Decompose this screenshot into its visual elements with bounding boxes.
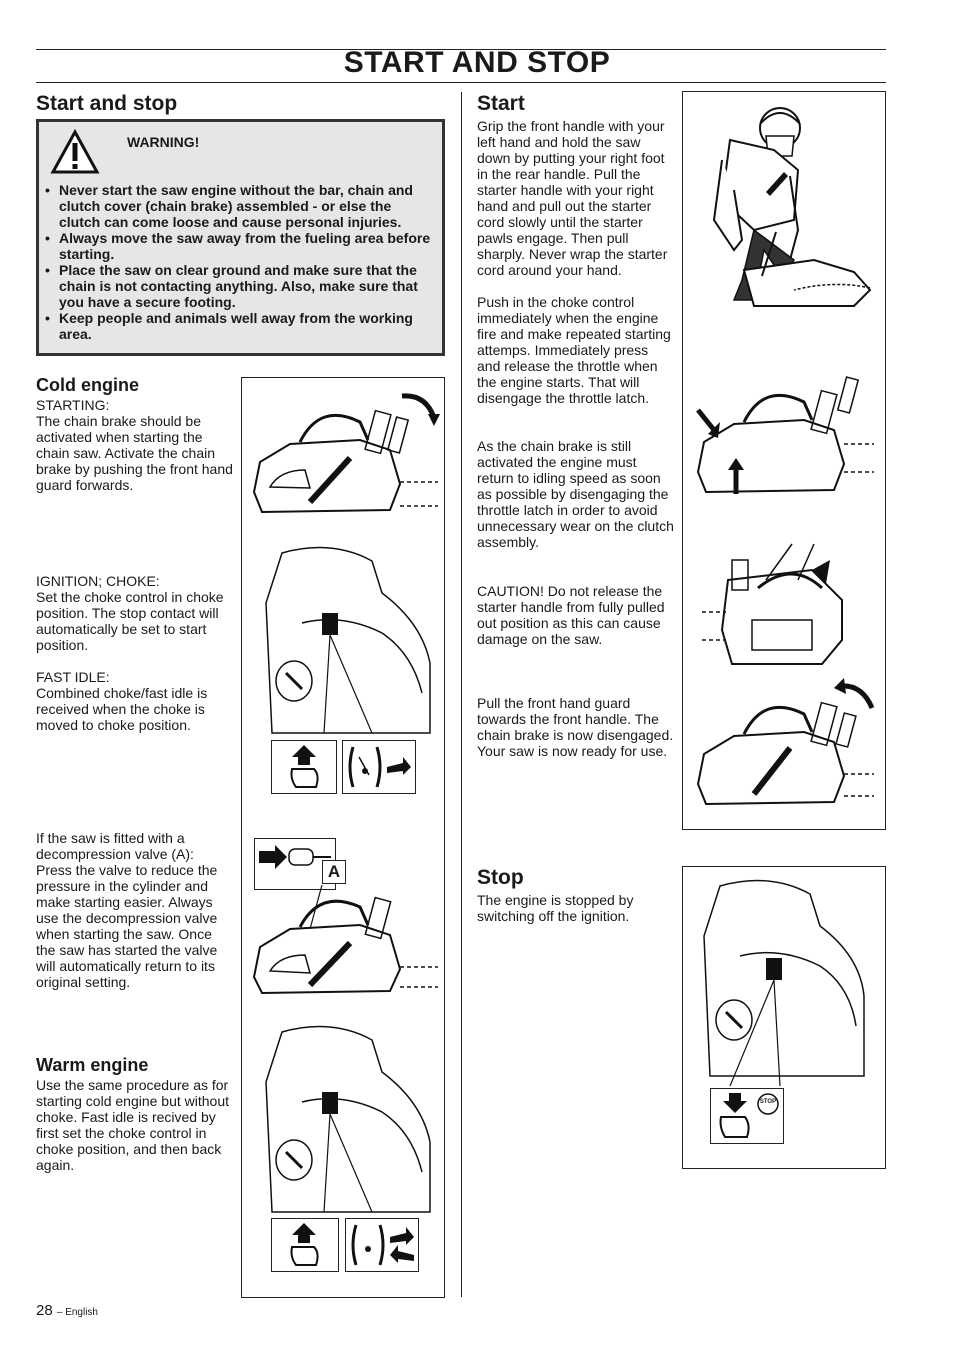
switch-arrow-icon <box>347 745 411 789</box>
stop-switch-icon-box <box>342 740 416 794</box>
warning-item: • Always move the saw away from the fueling area before starting. <box>45 230 435 262</box>
start-paragraph-1: Grip the front handle with your left hand and hold the saw down by putting your right foot in the rear handle. Pull the starter handle with your right hand and pull out the starter cord slowly until the starter pawls engage. Then pull sharply. Never wrap the starter cord around your hand. <box>477 118 668 278</box>
warm-engine-heading: Warm engine <box>36 1055 149 1075</box>
page-number: 28 <box>36 1302 53 1319</box>
warning-item: • Place the saw on clear ground and make sure that the chain is not contacting anything. Also, make sure that you have a secure footing. <box>45 262 435 310</box>
warning-list <box>45 182 435 342</box>
choke-up-arrow-icon <box>286 1223 322 1267</box>
start-paragraph-2: Push in the choke control immediately when the engine fire and make repeated starting attemps. Immediately press and release the throttle when the engine starts. That will disengage the throttle latch. <box>477 294 671 406</box>
cold-starting-text: STARTING: The chain brake should be activated when starting the chain saw. Activate the chain brake by pushing the front hand guard forwards. <box>36 397 233 493</box>
fast-idle-text: FAST IDLE: Combined choke/fast idle is received when the choke is moved to choke position. <box>36 669 208 733</box>
warm-choke-illustration <box>262 1022 432 1212</box>
cold-engine-heading: Cold engine <box>36 375 139 395</box>
chainsaw-decompression-illustration <box>250 885 440 997</box>
warning-item: • Never start the saw engine without the bar, chain and clutch cover (chain brake) assembled - or else the clutch can come loose and cause personal injuries. <box>45 182 435 230</box>
warm-switch-icon-box <box>345 1218 419 1272</box>
warning-icon <box>51 130 99 174</box>
choke-down-arrow-icon <box>715 1093 755 1139</box>
column-divider <box>461 92 462 1297</box>
header-rule-bottom <box>36 82 886 83</box>
page-title: START AND STOP <box>343 46 611 79</box>
start-paragraph-5: Pull the front hand guard towards the front handle. The chain brake is now disengaged. Your saw is now ready for use. <box>477 695 674 759</box>
footer-language: – English <box>56 1307 98 1318</box>
label-a: A <box>322 860 346 884</box>
stop-heading: Stop <box>477 866 524 889</box>
stop-icon-box <box>710 1088 784 1144</box>
warm-engine-text: Use the same procedure as for starting cold engine but without choke. Fast idle is recived by first set the choke control in choke position, and then back again. <box>36 1077 230 1173</box>
person-starting-saw-illustration <box>694 100 874 310</box>
section-heading-start-and-stop: Start and stop <box>36 92 178 115</box>
start-paragraph-3: As the chain brake is still activated the engine must return to idling speed as soon as possible by disengaging the throttle latch in order to avoid unnecessary wear on the clutch assembly. <box>477 438 674 550</box>
chainsaw-brake-illustration <box>250 392 440 520</box>
starter-pull-illustration <box>702 540 852 670</box>
start-heading: Start <box>477 92 525 115</box>
ignition-choke-text: IGNITION; CHOKE: Set the choke control in choke position. The stop contact will automatically be set to start position. <box>36 573 224 653</box>
choke-icon-box <box>271 740 337 794</box>
warning-item: • Keep people and animals well away from the working area. <box>45 310 435 342</box>
choke-control-illustration <box>262 543 432 733</box>
stop-text: The engine is stopped by switching off the ignition. <box>477 892 634 924</box>
page-footer <box>36 1302 98 1319</box>
choke-up-arrow-icon <box>286 745 322 789</box>
warning-title: WARNING! <box>127 134 200 150</box>
decompression-text: If the saw is fitted with a decompression valve (A): Press the valve to reduce the pressure in the cylinder and make starting easier. Always use the decompression valve when starting the saw. Once the saw has started the valve will automatically return to its original setting. <box>36 830 218 990</box>
stop-sign-label: STOP <box>759 1099 777 1105</box>
warm-choke-icon-box <box>271 1218 339 1272</box>
hand-guard-release-illustration <box>694 678 874 808</box>
caution-text: CAUTION! Do not release the starter handle from fully pulled out position as this can cause damage on the saw. <box>477 583 665 647</box>
warning-box <box>36 119 445 356</box>
stop-switch-illustration <box>700 876 870 1076</box>
switch-double-arrow-icon <box>350 1223 414 1267</box>
choke-push-illustration <box>694 372 874 496</box>
